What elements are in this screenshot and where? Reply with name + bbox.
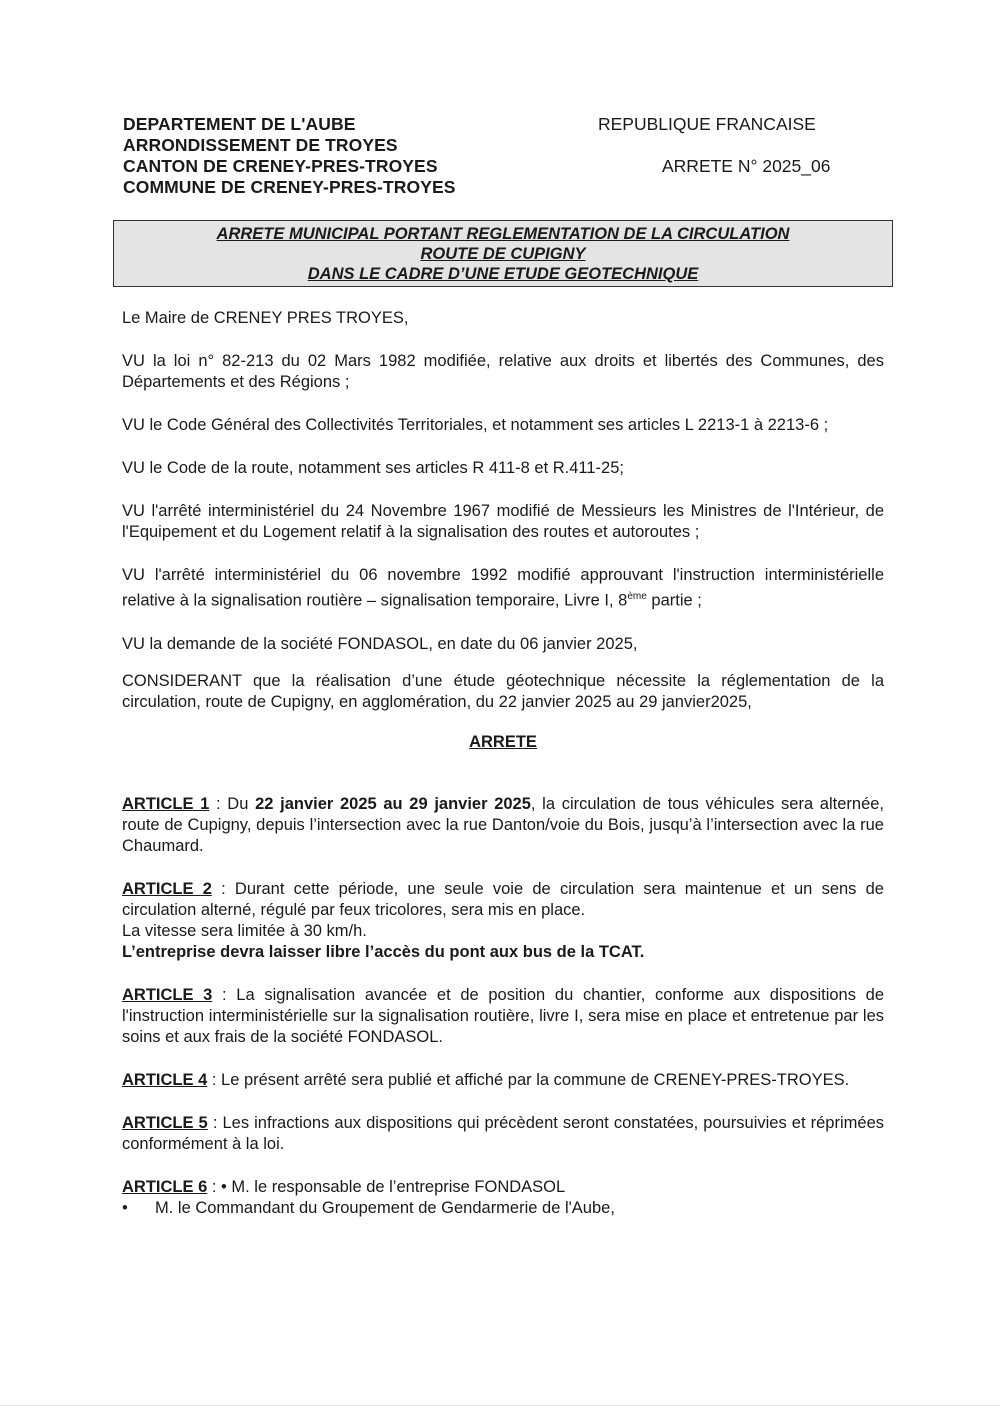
article-6-text: : • M. le responsable de l’entreprise FONDASOL <box>207 1177 566 1196</box>
decree-body <box>122 308 884 1219</box>
vu-paragraph: VU le Code Général des Collectivités Territoriales, et notamment ses articles L 2213-1 à 2213-6 ; <box>122 416 829 434</box>
vu-paragraph <box>122 565 884 612</box>
page-bottom-edge <box>0 1405 1000 1406</box>
article-1-prefix: : Du <box>209 794 256 813</box>
vu-paragraph: VU le Code de la route, notamment ses articles R 411-8 et R.411-25; <box>122 459 624 477</box>
republic-label: REPUBLIQUE FRANCAISE <box>598 114 816 134</box>
article-6-label: ARTICLE 6 <box>122 1177 208 1196</box>
bullet-icon: • <box>122 1198 128 1217</box>
intro-paragraph: Le Maire de CRENEY PRES TROYES, <box>122 309 409 327</box>
article-2-speed: La vitesse sera limitée à 30 km/h. <box>122 921 367 940</box>
vu5-superscript: ème <box>627 591 647 602</box>
vu-paragraph: VU la loi n° 82-213 du 02 Mars 1982 modifiée, relative aux droits et libertés des Communes, des Départements et des Régions ; <box>122 352 884 391</box>
issuer-line-commune: COMMUNE DE CRENEY-PRES-TROYES <box>123 177 456 197</box>
decree-title-line-3: DANS LE CADRE D’UNE ETUDE GEOTECHNIQUE <box>307 264 699 283</box>
article-4 <box>122 1070 884 1091</box>
decree-title-box <box>113 220 893 287</box>
article-5-text: : Les infractions aux dispositions qui précèdent seront constatées, poursuivies et réprimées conformément à la loi. <box>122 1113 884 1153</box>
issuer-line-department: DEPARTEMENT DE L'AUBE <box>123 114 356 134</box>
article-2-text: : Durant cette période, une seule voie de circulation sera maintenue et un sens de circulation alterné, régulé par feux tricolores, sera mis en place. <box>122 879 884 919</box>
vu5-text: VU l'arrêté interministériel du 06 novembre 1992 modifié approuvant l'instruction interministérielle relative à la signalisation routière – signalisation temporaire, Livre I, 8 <box>122 566 884 610</box>
issuer-line-canton: CANTON DE CRENEY-PRES-TROYES <box>123 156 438 176</box>
decree-title-line-1: ARRETE MUNICIPAL PORTANT REGLEMENTATION DE LA CIRCULATION <box>216 224 790 243</box>
article-1 <box>122 794 884 857</box>
article-2-label: ARTICLE 2 <box>122 879 212 898</box>
article-4-label: ARTICLE 4 <box>122 1070 208 1089</box>
list-item <box>122 1198 884 1219</box>
arrete-heading: ARRETE <box>469 732 537 751</box>
article-1-dates: 22 janvier 2025 au 29 janvier 2025 <box>255 794 531 813</box>
article-3 <box>122 985 884 1048</box>
decree-number: ARRETE N° 2025_06 <box>662 156 831 176</box>
article-3-text: : La signalisation avancée et de position du chantier, conforme aux dispositions de l'instruction interministérielle sur la signalisation routière, livre I, sera mise en place et entretenue par les soins et aux frais de la société FONDASOL. <box>122 985 884 1046</box>
article-1-text: , la circulation de tous véhicules sera alternée, route de Cupigny, depuis l’intersection avec la rue Danton/voie du Bois, jusqu’à l’intersection avec la rue Chaumard. <box>122 794 885 855</box>
article-2-bus-access: L’entreprise devra laisser libre l’accès du pont aux bus de la TCAT. <box>122 942 645 961</box>
vu5-suffix: partie ; <box>646 591 702 610</box>
article-1-label: ARTICLE 1 <box>122 794 210 813</box>
decree-title-line-2: ROUTE DE CUPIGNY <box>420 244 586 263</box>
considerant-paragraph: CONSIDERANT que la réalisation d’une étude géotechnique nécessite la réglementation de la circulation, route de Cupigny, en agglomération, du 22 janvier 2025 au 29 janvier2025, <box>122 671 884 711</box>
vu-paragraph: VU l'arrêté interministériel du 24 Novembre 1967 modifié de Messieurs les Ministres de l'Intérieur, de l'Equipement et du Logement relatif à la signalisation des routes et autoroutes ; <box>122 502 884 541</box>
issuer-block <box>123 114 543 198</box>
article-6-bullet-text: M. le Commandant du Groupement de Gendarmerie de l'Aube, <box>155 1198 615 1217</box>
vu-paragraph: VU la demande de la société FONDASOL, en date du 06 janvier 2025, <box>122 634 638 653</box>
article-3-label: ARTICLE 3 <box>122 985 213 1004</box>
issuer-line-arrondissement: ARRONDISSEMENT DE TROYES <box>123 135 398 155</box>
article-5-label: ARTICLE 5 <box>122 1113 208 1132</box>
article-4-text: : Le présent arrêté sera publié et affiché par la commune de CRENEY-PRES-TROYES. <box>207 1070 850 1089</box>
article-2 <box>122 879 884 921</box>
article-5 <box>122 1113 884 1155</box>
article-6 <box>122 1177 884 1198</box>
